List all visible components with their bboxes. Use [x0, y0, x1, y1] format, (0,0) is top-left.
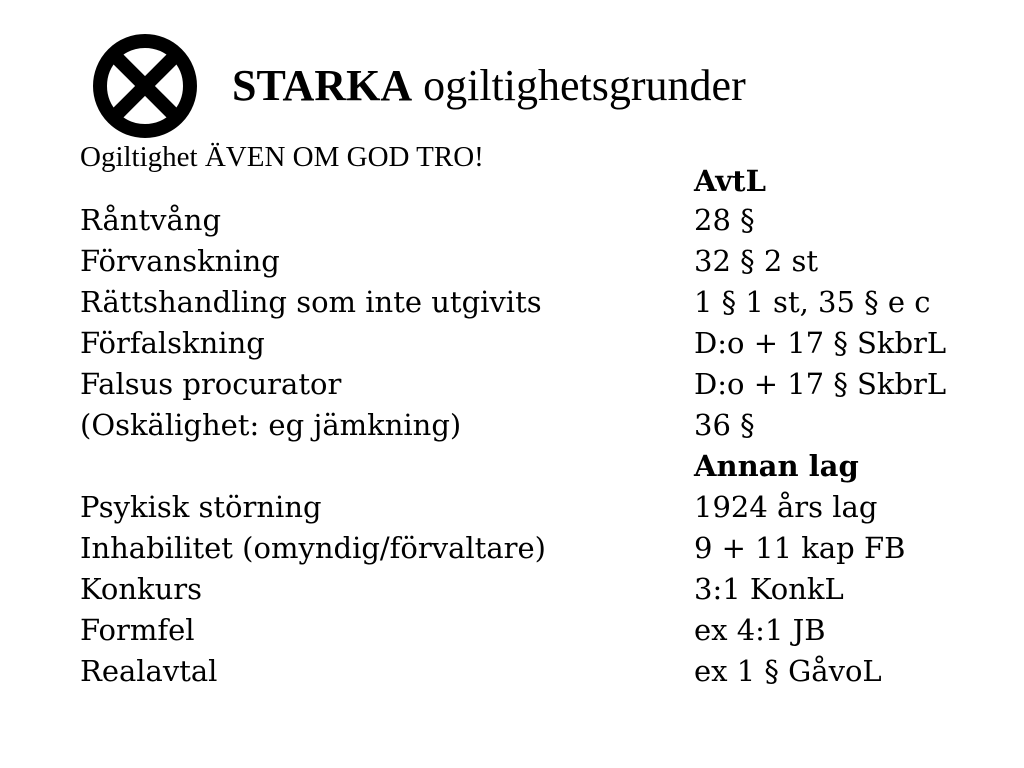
table-row: [80, 323, 1000, 364]
law-reference: D:o + 17 § SkbrL: [694, 367, 947, 401]
title-bold-word: STARKA: [232, 61, 413, 110]
table-row: [80, 282, 1000, 323]
ground-label: Rättshandling som inte utgivits: [80, 285, 542, 319]
table-row: [80, 610, 1000, 651]
page-title: [232, 58, 746, 114]
law-reference: ex 4:1 JB: [694, 613, 826, 647]
column-header-avtl: AvtL: [694, 164, 766, 198]
ground-label: Förfalskning: [80, 326, 265, 360]
ground-label: Formfel: [80, 613, 195, 647]
law-reference: 36 §: [694, 408, 755, 442]
law-reference: 9 + 11 kap FB: [694, 531, 906, 565]
ground-label: Konkurs: [80, 572, 203, 606]
ground-label: Falsus procurator: [80, 367, 342, 401]
table-row: [80, 200, 1000, 241]
ground-label: Realavtal: [80, 654, 218, 688]
law-reference: 1924 års lag: [694, 490, 878, 524]
law-reference: D:o + 17 § SkbrL: [694, 326, 947, 360]
ground-label: (Oskälighet: eg jämkning): [80, 408, 462, 442]
ground-label: Råntvång: [80, 203, 222, 237]
law-reference: 32 § 2 st: [694, 244, 819, 278]
table-row: [80, 241, 1000, 282]
law-reference: 3:1 KonkL: [694, 572, 844, 606]
ground-label: Psykisk störning: [80, 490, 322, 524]
subtitle: Ogiltighet ÄVEN OM GOD TRO!: [80, 141, 484, 173]
table-row: [80, 651, 1000, 692]
table-row: [80, 364, 1000, 405]
table-row: [80, 487, 1000, 528]
ground-label: Inhabilitet (omyndig/förvaltare): [80, 531, 546, 565]
law-reference: ex 1 § GåvoL: [694, 654, 882, 688]
table-row: [80, 528, 1000, 569]
table-row: [80, 569, 1000, 610]
circled-x-icon: [92, 33, 198, 139]
table-row: [80, 405, 1000, 446]
ground-label: Förvanskning: [80, 244, 280, 278]
law-reference: 28 §: [694, 203, 755, 237]
title-rest: ogiltighetsgrunder: [423, 61, 746, 110]
table-row: [80, 446, 1000, 487]
law-reference: 1 § 1 st, 35 § e c: [694, 285, 931, 319]
section-header-annan-lag: Annan lag: [694, 449, 859, 483]
